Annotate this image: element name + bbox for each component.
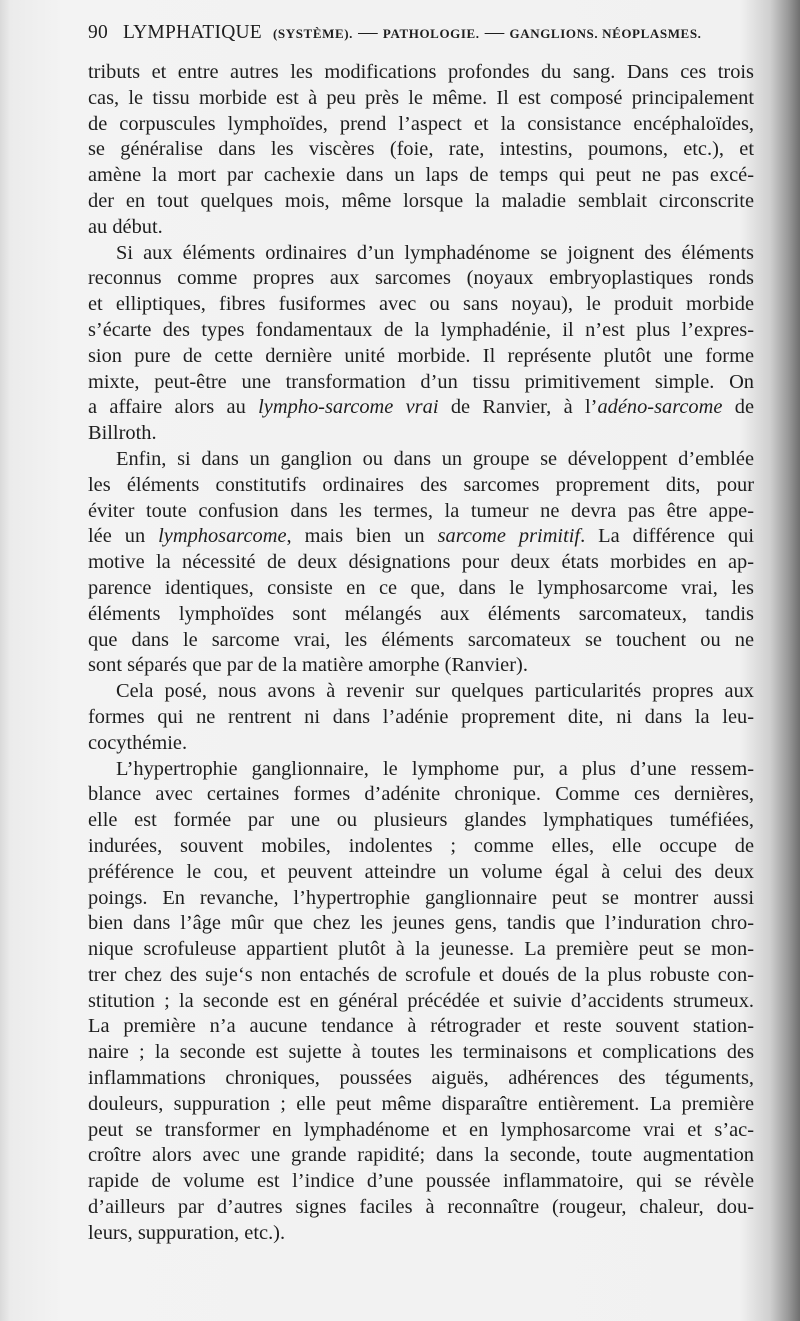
text-line: blance avec certaines formes d’adénite chronique. Comme ces dernières, (88, 783, 754, 806)
text-line: se généralise dans les viscères (foie, rate, intestins, poumons, etc.), et (88, 138, 754, 161)
text-line: trer chez des suje‘s non entachés de scrofule et doués de la plus robuste con- (88, 963, 754, 986)
text-line: que dans le sarcome vrai, les éléments sarcomateux se touchent ou ne (88, 628, 754, 651)
text-line: Billroth. (88, 422, 157, 445)
text-line (88, 524, 754, 550)
text-line: inflammations chroniques, poussées aiguës, adhérences des téguments, (88, 1067, 754, 1090)
text-line: de corpuscules lymphoïdes, prend l’aspect et la consistance encéphaloïdes, (88, 112, 754, 135)
text-line: L’hypertrophie ganglionnaire, le lymphome pur, a plus d’une ressem- (116, 757, 754, 780)
text-line: tributs et entre autres les modifications profondes du sang. Dans ces trois (88, 61, 754, 83)
text-line: La première n’a aucune tendance à rétrograder et reste souvent station- (88, 1015, 754, 1038)
text-line: sion pure de cette dernière unité morbide. Il représente plutôt une forme (88, 344, 754, 367)
paragraph (88, 60, 754, 241)
header-dash: — (484, 22, 505, 43)
text-line: cocythémie. (88, 731, 188, 754)
italic-term: sarcome primitif (437, 525, 581, 548)
text-line: motive la nécessité de deux désignations pour deux états morbides en ap- (88, 551, 754, 574)
running-title: LYMPHATIQUE (122, 22, 262, 43)
text-line: éléments lymphoïdes sont mélangés aux éléments sarcomateux, tandis (88, 602, 754, 625)
text-line: sont séparés que par de la matière amorphe (Ranvier). (88, 654, 528, 677)
running-head (88, 22, 728, 44)
text-line: Cela posé, nous avons à revenir sur quelques particularités propres aux (116, 680, 754, 703)
running-subsection: GANGLIONS. NÉOPLASMES. (509, 26, 702, 41)
running-subtitle: (SYSTÈME). (272, 26, 354, 41)
text-line: parence identiques, consiste en ce que, dans le lymphosarcome vrai, les (88, 576, 754, 599)
text-run: de (722, 396, 754, 419)
text-line: mixte, peut-être une transformation d’un tissu primitivement simple. On (88, 370, 754, 393)
text-line: douleurs, suppuration ; elle peut même disparaître entièrement. La première (88, 1092, 754, 1115)
text-line: cas, le tissu morbide est à peu près le même. Il est composé principalement (88, 86, 754, 109)
text-line: formes qui ne rentrent ni dans l’adénie proprement dite, ni dans la leu- (88, 705, 754, 728)
text-line: éviter toute confusion dans les termes, la tumeur ne devra pas être appe- (88, 499, 754, 522)
text-line: s’écarte des types fondamentaux de la lymphadénie, il n’est plus l’expres- (88, 318, 754, 341)
text-line: leurs, suppuration, etc.). (88, 1221, 286, 1244)
text-line: amène la mort par cachexie dans un laps de temps qui peut ne pas excé- (88, 164, 754, 187)
text-line: rapide de volume est l’indice d’une poussée inflammatoire, qui se révèle (88, 1170, 754, 1193)
italic-term: adéno-sarcome (597, 396, 723, 419)
text-run: , mais bien un (286, 525, 438, 548)
paragraph (88, 679, 754, 756)
italic-term: lympho-sarcome vrai (258, 396, 439, 419)
text-line: naire ; la seconde est sujette à toutes les terminaisons et complications des (88, 1041, 754, 1064)
text-run: . La différence qui (580, 525, 754, 548)
text-line: Enfin, si dans un ganglion ou dans un groupe se développent d’emblée (116, 447, 754, 470)
paragraph (88, 241, 754, 447)
page-number: 90 (88, 22, 108, 43)
text-line: croître alors avec une grande rapidité; dans la seconde, toute augmentation (88, 1144, 754, 1167)
text-run: lée un (88, 525, 159, 548)
text-line: peut se transformer en lymphadénome et en lymphosarcome vrai et s’ac- (88, 1118, 754, 1141)
text-line: les éléments constitutifs ordinaires des sarcomes proprement dits, pour (88, 473, 754, 496)
text-run: de Ranvier, à l’ (438, 396, 598, 419)
text-line: stitution ; la seconde est en général précédée et suivie d’accidents strumeux. (88, 989, 754, 1012)
text-line: et elliptiques, fibres fusiformes avec ou sans noyau), le produit morbide (88, 293, 754, 316)
text-line: nique scrofuleuse appartient plutôt à la jeunesse. La première peut se mon- (88, 938, 754, 961)
text-line: Si aux éléments ordinaires d’un lymphadénome se joignent des éléments (116, 241, 754, 264)
paragraph (88, 757, 754, 1247)
text-run: a affaire alors au (88, 396, 259, 419)
running-section: PATHOLOGIE. (382, 26, 480, 41)
paragraph (88, 447, 754, 679)
italic-term: lymphosarcome (158, 525, 287, 548)
text-line: der en tout quelques mois, même lorsque la maladie semblait circonscrite (88, 189, 754, 212)
text-line: elle est formée par une ou plusieurs glandes lymphatiques tuméfiées, (88, 809, 754, 832)
text-line: indurées, souvent mobiles, indolentes ; comme elles, elle occupe de (88, 834, 754, 857)
body-text (88, 60, 754, 1247)
text-line: bien dans l’âge mûr que chez les jeunes gens, tandis que l’induration chro- (88, 912, 754, 935)
text-line: au début. (88, 215, 163, 238)
text-line (88, 395, 754, 421)
text-line: reconnus comme propres aux sarcomes (noyaux embryoplastiques ronds (88, 267, 754, 290)
text-line: d’ailleurs par d’autres signes faciles à reconnaître (rougeur, chaleur, dou- (88, 1196, 754, 1219)
header-dash: — (358, 22, 378, 43)
text-line: poings. En revanche, l’hypertrophie ganglionnaire peut se montrer aussi (88, 886, 754, 909)
text-line: préférence le cou, et peuvent atteindre un volume égal à celui des deux (88, 860, 754, 883)
